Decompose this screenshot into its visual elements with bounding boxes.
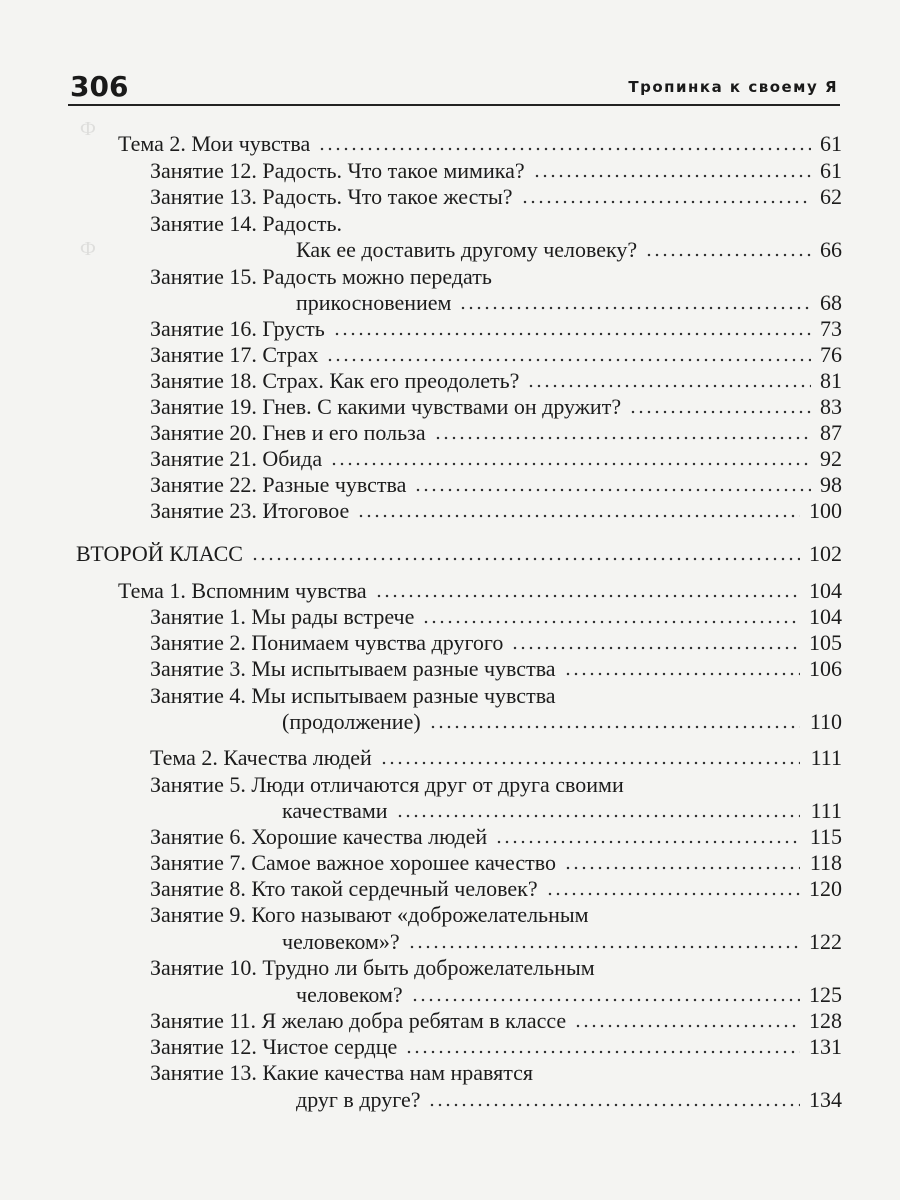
toc-entry-page: 68 (820, 290, 842, 315)
toc-entry (282, 709, 421, 735)
toc-entry-page: 106 (809, 656, 842, 681)
toc-entry (150, 683, 556, 709)
leader-dots (375, 594, 800, 598)
leader-dots (511, 646, 799, 650)
toc-entry-title: Занятие 15. Радость можно передать (150, 264, 492, 289)
toc-entry-title: Занятие 18. Страх. Как его преодолеть? (150, 368, 520, 393)
leader-dots (414, 488, 811, 492)
toc-entry-title: Занятие 1. Мы рады встрече (150, 604, 415, 629)
toc-entry-page: 87 (820, 420, 842, 445)
toc-entry (282, 929, 400, 955)
toc-entry (150, 745, 372, 771)
toc-entry-page: 73 (820, 316, 842, 341)
toc-entry-page: 111 (810, 745, 842, 770)
toc-entry-title: Занятие 20. Гнев и его польза (150, 420, 426, 445)
toc-entry (150, 394, 621, 420)
toc-entry (150, 1060, 533, 1086)
toc-entry-title: Занятие 22. Разные чувства (150, 472, 407, 497)
toc-entry-page: 122 (809, 929, 842, 954)
toc-entry (150, 446, 322, 472)
toc-entry-title: (продолжение) (282, 709, 421, 734)
toc-entry (150, 902, 589, 928)
toc-entry-title: Занятие 13. Какие качества нам нравятся (150, 1060, 534, 1085)
leader-dots (629, 410, 811, 414)
toc-entry-title: Занятие 9. Кого называют «доброжелательным (150, 902, 589, 927)
toc-entry-page: 66 (820, 237, 842, 262)
toc-entry-page: 83 (820, 394, 842, 419)
page-header (68, 70, 840, 106)
toc-entry-page: 131 (809, 1034, 842, 1059)
toc-entry-title: Занятие 8. Кто такой сердечный человек? (150, 876, 538, 901)
toc-entry-title: Занятие 7. Самое важное хорошее качество (150, 850, 556, 875)
toc-entry-title: ВТОРОЙ КЛАСС (76, 541, 243, 566)
toc-entry-title: Занятие 4. Мы испытываем разные чувства (150, 683, 556, 708)
leader-dots (574, 1024, 799, 1028)
toc-entry-title: качествами (282, 798, 388, 823)
toc-entry-title: Занятие 2. Понимаем чувства другого (150, 630, 504, 655)
toc-entry-title: Занятие 10. Трудно ли быть доброжелательным (150, 955, 595, 980)
toc-entry-page: 81 (820, 368, 842, 393)
toc-entry-page: 100 (809, 498, 842, 523)
toc-entry (118, 578, 367, 604)
leader-dots (405, 1050, 799, 1054)
toc-entry-page: 98 (820, 472, 842, 497)
toc-entry-title: человеком? (296, 982, 403, 1007)
toc-entry (150, 368, 519, 394)
toc-entry-title: Занятие 5. Люди отличаются друг от друга своими (150, 772, 624, 797)
toc-entry (150, 158, 525, 184)
leader-dots (428, 1103, 799, 1107)
toc-entry-page: 62 (820, 184, 842, 209)
toc-entry (296, 290, 451, 316)
toc-entry-title: Занятие 3. Мы испытываем разные чувства (150, 656, 556, 681)
toc-entry (150, 850, 556, 876)
running-title: Тропинка к своему Я (628, 78, 838, 96)
toc-entry-title: Занятие 6. Хорошие качества людей (150, 824, 488, 849)
leader-dots (495, 840, 799, 844)
toc-entry-title: человеком»? (282, 929, 400, 954)
toc-entry (150, 472, 406, 498)
toc-entry (150, 1008, 566, 1034)
toc-entry (150, 264, 492, 290)
toc-entry-title: Как ее доставить другому человеку? (296, 237, 638, 262)
toc-entry-page: 105 (809, 630, 842, 655)
leader-dots (408, 945, 800, 949)
toc-entry (150, 656, 556, 682)
toc-entry-title: Занятие 11. Я желаю добра ребятам в классе (150, 1008, 567, 1033)
toc-entry-title: Тема 2. Качества людей (150, 745, 372, 770)
leader-dots (434, 436, 811, 440)
toc-entry (296, 1087, 420, 1113)
toc-entry-title: Занятие 12. Радость. Что такое мимика? (150, 158, 525, 183)
toc-entry-title: Занятие 21. Обида (150, 446, 323, 471)
leader-dots (251, 557, 800, 561)
toc-entry-page: 111 (810, 798, 842, 823)
toc-entry (150, 604, 414, 630)
toc-entry-page: 118 (809, 850, 842, 875)
toc-entry-page: 102 (809, 541, 842, 566)
toc-entry-title: Занятие 12. Чистое сердце (150, 1034, 398, 1059)
page-number: 306 (70, 70, 129, 103)
toc-entry (150, 876, 538, 902)
leader-dots (429, 725, 800, 729)
toc-entry-title: Тема 2. Мои чувства (118, 131, 311, 156)
toc-entry (296, 237, 637, 263)
toc-entry-title: Занятие 13. Радость. Что такое жесты? (150, 184, 513, 209)
leader-dots (564, 672, 800, 676)
toc-entry-page: 104 (809, 578, 842, 603)
leader-dots (546, 892, 800, 896)
toc-entry-page: 76 (820, 342, 842, 367)
toc-entry-page: 128 (809, 1008, 842, 1033)
toc-entry (282, 798, 388, 824)
toc-entry-page: 115 (809, 824, 842, 849)
toc-entry-page: 125 (809, 982, 842, 1007)
toc-entry-page: 104 (809, 604, 842, 629)
toc-entry-title: Занятие 16. Грусть (150, 316, 325, 341)
toc-entry (150, 630, 503, 656)
toc-entry-title: Занятие 17. Страх (150, 342, 319, 367)
bleed-through-mark: Ф (80, 238, 96, 260)
leader-dots (396, 814, 800, 818)
toc-entry (150, 316, 325, 342)
leader-dots (380, 761, 800, 765)
leader-dots (318, 147, 811, 151)
bleed-through-mark: Ф (80, 118, 96, 140)
leader-dots (326, 358, 811, 362)
toc-entry (150, 498, 349, 524)
toc-entry-title: друг в друге? (296, 1087, 421, 1112)
leader-dots (645, 253, 811, 257)
toc-entry (150, 420, 426, 446)
toc-entry-title: Занятие 14. Радость. (150, 211, 342, 236)
leader-dots (333, 332, 811, 336)
toc-entry (150, 955, 595, 981)
toc-entry-page: 110 (809, 709, 842, 734)
toc-entry (296, 982, 403, 1008)
leader-dots (422, 620, 799, 624)
toc-entry-page: 92 (820, 446, 842, 471)
toc-entry (76, 541, 243, 567)
toc-entry-title: прикосновением (296, 290, 452, 315)
toc-entry (118, 131, 310, 157)
leader-dots (527, 384, 811, 388)
toc-entry-page: 61 (820, 131, 842, 156)
leader-dots (330, 462, 811, 466)
leader-dots (521, 200, 811, 204)
toc-entry (150, 1034, 397, 1060)
leader-dots (533, 174, 811, 178)
toc-entry (150, 211, 342, 237)
toc-entry-page: 120 (809, 876, 842, 901)
toc-entry (150, 824, 487, 850)
leader-dots (411, 998, 800, 1002)
leader-dots (564, 866, 800, 870)
toc-entry (150, 184, 513, 210)
toc-entry-title: Занятие 19. Гнев. С какими чувствами он дружит? (150, 394, 622, 419)
toc-entry-page: 61 (820, 158, 842, 183)
toc-entry (150, 772, 624, 798)
toc-entry (150, 342, 318, 368)
toc-entry-page: 134 (809, 1087, 842, 1112)
leader-dots (357, 514, 799, 518)
toc-entry-title: Тема 1. Вспомним чувства (118, 578, 367, 603)
leader-dots (459, 306, 811, 310)
toc-entry-title: Занятие 23. Итоговое (150, 498, 350, 523)
